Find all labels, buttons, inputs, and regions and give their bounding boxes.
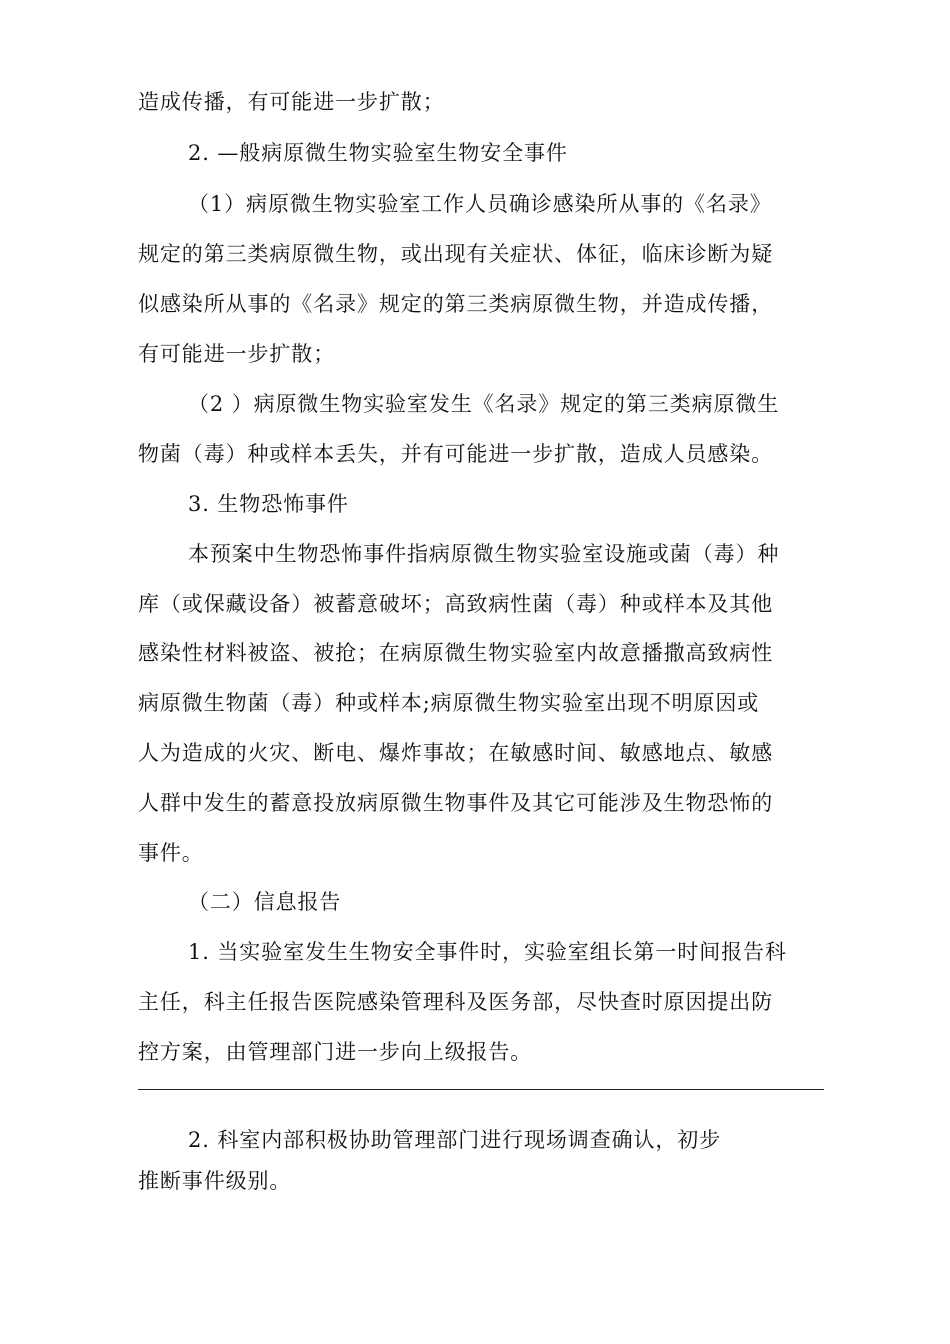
text-line: 事件。	[138, 841, 204, 865]
text-line: 主任，科主任报告医院感染管理科及医务部，尽快查时原因提出防	[138, 990, 774, 1014]
text-line: 人群中发生的蓄意投放病原微生物事件及其它可能涉及生物恐怖的	[138, 791, 774, 815]
section-heading: 2. —般病原微生物实验室生物安全事件	[188, 141, 568, 165]
text-line: （1）病原微生物实验室工作人员确诊感染所从事的《名录》	[188, 192, 772, 216]
text-line: 1. 当实验室发生生物安全事件时，实验室组长第一时间报告科	[188, 940, 787, 964]
text-line: 库（或保藏设备）被蓄意破坏；高致病性菌（毒）种或样本及其他	[138, 592, 774, 616]
text-line: 本预案中生物恐怖事件指病原微生物实验室设施或菌（毒）种	[188, 542, 780, 566]
text-line: 规定的第三类病原微生物，或出现有关症状、体征，临床诊断为疑	[138, 242, 774, 266]
text-line: 似感染所从事的《名录》规定的第三类病原微生物，并造成传播，	[138, 292, 774, 316]
text-line: 推断事件级别。	[138, 1169, 292, 1193]
text-line: 2. 科室内部积极协助管理部门进行现场调查确认，初步	[188, 1128, 722, 1152]
text-line: 病原微生物菌（毒）种或样本;病原微生物实验室出现不明原因或	[138, 691, 760, 715]
text-line: 物菌（毒）种或样本丢失，并有可能进一步扩散，造成人员感染。	[138, 442, 774, 466]
text-line: （2 ）病原微生物实验室发生《名录》规定的第三类病原微生	[188, 392, 780, 416]
section-heading: 3. 生物恐怖事件	[188, 492, 349, 516]
text-line: 人为造成的火灾、断电、爆炸事故；在敏感时间、敏感地点、敏感	[138, 741, 774, 765]
section-heading: （二）信息报告	[188, 890, 342, 914]
text-line: 控方案，由管理部门进一步向上级报告。	[138, 1040, 533, 1064]
text-line: 有可能进一步扩散；	[138, 342, 336, 366]
page-divider	[138, 1089, 824, 1090]
text-line: 感染性材料被盗、被抢；在病原微生物实验室内故意播撒高致病性	[138, 641, 774, 665]
text-line: 造成传播，有可能进一步扩散；	[138, 90, 445, 114]
